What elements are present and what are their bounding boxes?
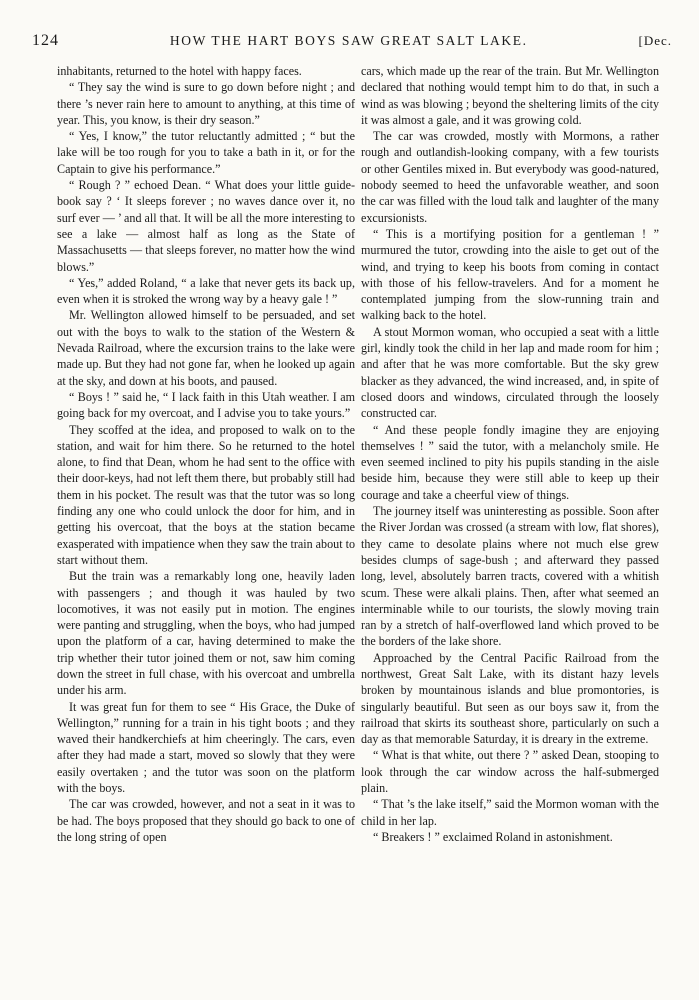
paragraph: A stout Mormon woman, who occupied a seat with a little girl, kindly took the child in her lap and made room for him ; and after that he was more comfortable. But the sky grew blacker as they advanced, the wind increased, and, in spite of closed doors and windows, circulated through the loosely constructed car.: [361, 324, 659, 421]
paragraph: The car was crowded, however, and not a seat in it was to be had. The boys proposed that they should go back to one of the long string of open: [57, 797, 355, 844]
paragraph: “ And these people fondly imagine they are enjoying themselves ! ” said the tutor, with a melancholy smile. He even seemed inclined to pity his pupils standing in the aisle beside him, because they were still able to keep up their courage and take a cheerful view of things.: [361, 422, 659, 502]
paragraph: Approached by the Central Pacific Railroad from the northwest, Great Salt Lake, with its distant hazy levels broken by mountainous islands and blue promontories, is singularly beautiful. But seen as our boys saw it, from the railroad that skirts its southeast shore, particularly on such a day as that memorable Saturday, it is dreary in the extreme.: [361, 650, 659, 747]
paragraph: But the train was a remarkably long one, heavily laden with passengers ; and though it was hauled by two locomotives, it was not easily put in motion. The engines were panting and struggling, when the boys, who had jumped upon the platform of a car, having determined to make the trip whether their tutor joined them or not, saw him coming down the street in full chase, with his overcoat and umbrella under his arm.: [57, 569, 355, 698]
paragraph: cars, which made up the rear of the train. But Mr. Wellington declared that nothing would tempt him to do that, in such a wind as was blowing ; beyond the sheltering limits of the city it was almost a gale, and it was growing cold.: [361, 64, 659, 127]
paragraph: The car was crowded, mostly with Mormons, a rather rough and outlandish-looking company, with a few tourists or other Gentiles mixed in. But everybody was good-natured, nobody seemed to heed the unfavorable weather, and soon the car was filled with the loud talk and laughter of the many excursionists.: [361, 129, 659, 225]
paragraph: “ Boys ! ” said he, “ I lack faith in this Utah weather. I am going back for my overcoat, and I advise you to take yours.”: [57, 389, 355, 421]
paragraph: “ Yes, I know,” the tutor reluctantly admitted ; “ but the lake will be too rough for you to take a bath in it, or for the Captain to give his performance.”: [57, 129, 355, 176]
page-number: 124: [32, 32, 59, 49]
paragraph: “ This is a mortifying position for a gentleman ! ” murmured the tutor, crowding into the aisle to get out of the wind, and trying to keep his boots from coming in contact with those of his fellow-travelers. And for a moment he contemplated jumping from the slow-running train and walking back to the hotel.: [361, 226, 659, 323]
paragraph: It was great fun for them to see “ His Grace, the Duke of Wellington,” running for a train in his tight boots ; and they waved their handkerchiefs at him cheeringly. The cars, even after they had made a start, moved so slowly that they were easily overtaken ; and the tutor was soon on the platform with the boys.: [57, 699, 355, 796]
paragraph: They scoffed at the idea, and proposed to walk on to the station, and wait for him there. So he returned to the hotel alone, to find that Dean, whom he had sent to the office with their door-keys, had not left them there, but probably still had them in his pocket. The result was that the tutor was so long finding any one who could unlock the door for him, and in getting his overcoat, that the boys at the station became exasperated with impatience when they saw the train about to start without them.: [57, 422, 355, 567]
paragraph: Mr. Wellington allowed himself to be persuaded, and set out with the boys to walk to the station of the Western & Nevada Railroad, where the excursion trains to the lake were made up. But they had not gone far, when he looked up again at the sky, and down at his boots, and paused.: [57, 308, 355, 388]
running-header: [32, 32, 672, 56]
running-title: HOW THE HART BOYS SAW GREAT SALT LAKE.: [169, 33, 528, 48]
running-month: [Dec.: [638, 33, 672, 48]
paragraph: “ What is that white, out there ? ” asked Dean, stooping to look through the car window across the half-submerged plain.: [361, 748, 659, 796]
right-column: [361, 63, 659, 845]
paragraph: “ That ’s the lake itself,” said the Mormon woman with the child in her lap.: [361, 797, 659, 828]
paragraph: “ Yes,” added Roland, “ a lake that never gets its back up, even when it is stroked the wrong way by a heavy gale ! ”: [57, 275, 355, 307]
paragraph: “ Rough ? ” echoed Dean. “ What does your little guide-book say ? ‘ It sleeps forever ; no waves dance over it, no surf ever — ’ and all that. It will be all the more interesting to see a lake — almost half as long as the State of Massachusetts — that sleeps forever, no matter how the wind blows.”: [57, 178, 355, 274]
paragraph: The journey itself was uninteresting as possible. Soon after the River Jordan was crossed (a stream with low, flat shores), they came to desolate plains where not much else grew besides clumps of sage-bush ; and afterward they passed long, level, absolutely barren tracts, covered with a whitish scum. These were alkali plains. Then, after what seemed an interminable while to our tourists, the slowly moving train ran by a stretch of half-overflowed land which proved to be the borders of the lake shore.: [361, 504, 659, 649]
paragraph: inhabitants, returned to the hotel with happy faces.: [57, 64, 302, 78]
left-column: [57, 63, 355, 845]
paragraph: “ Breakers ! ” exclaimed Roland in astonishment.: [373, 829, 613, 844]
paragraph: “ They say the wind is sure to go down before night ; and there ’s never rain here to amount to anything, at this time of year. This, you know, is their dry season.”: [57, 80, 355, 127]
